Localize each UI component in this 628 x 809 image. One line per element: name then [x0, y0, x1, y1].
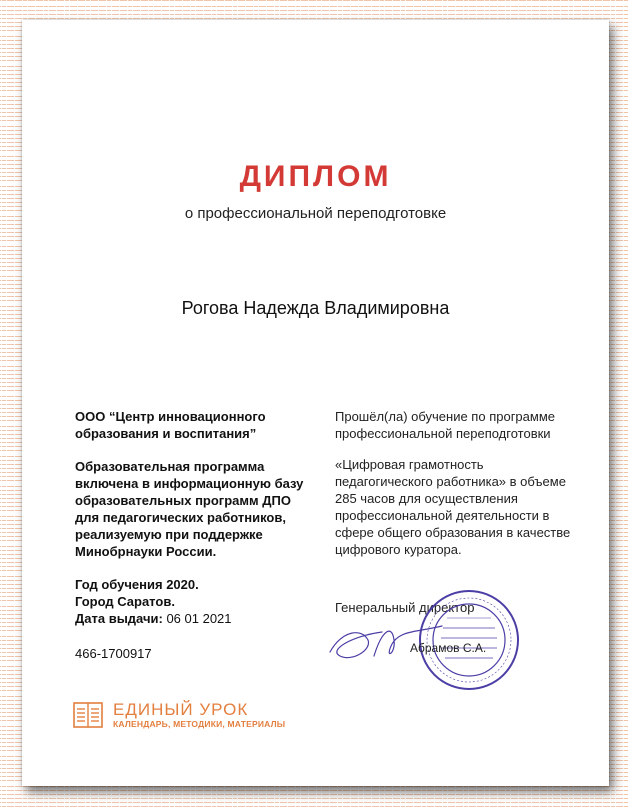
organization-stamp [417, 588, 521, 692]
logo-tagline: КАЛЕНДАРЬ, МЕТОДИКИ, МАТЕРИАЛЫ [113, 718, 286, 729]
diploma-subtitle: о профессиональной переподготовке [184, 205, 447, 222]
issue-date-value: 06 01 2021 [166, 611, 232, 626]
logo-name: ЕДИНЫЙ УРОК [113, 699, 249, 719]
study-year: Год обучения 2020. [75, 577, 199, 592]
issuer-info [75, 408, 315, 662]
diploma-title: ДИПЛОМ [239, 160, 392, 193]
issue-date-row [75, 610, 315, 627]
issue-date-label: Дата выдачи: [75, 611, 163, 626]
program-info [335, 408, 580, 572]
organization-name: ООО “Центр инновационного образования и воспитания” [75, 409, 266, 441]
training-intro: Прошёл(ла) обучение по программе профессиональной переподготовки [335, 409, 555, 441]
city: Город Саратов. [75, 594, 175, 609]
director-name: Абрамов С.А. [410, 641, 487, 655]
program-details: «Цифровая грамотность педагогического работника» в объеме 285 часов для осуществления профессиональной деятельности в сфере общего образования в качестве цифрового куратора. [335, 457, 571, 557]
recipient-name: Рогова Надежда Владимировна [181, 298, 450, 318]
director-title: Генеральный директор [335, 600, 475, 615]
logo-text [113, 701, 285, 730]
program-note: Образовательная программа включена в информационную базу образовательных программ ДПО для педагогических работников, реализуемую при поддержке Минобрнауки России. [75, 459, 304, 559]
registration-number: 466-1700917 [75, 646, 152, 661]
book-icon [73, 702, 103, 728]
brand-logo [73, 700, 285, 730]
diploma-sheet [22, 20, 609, 786]
